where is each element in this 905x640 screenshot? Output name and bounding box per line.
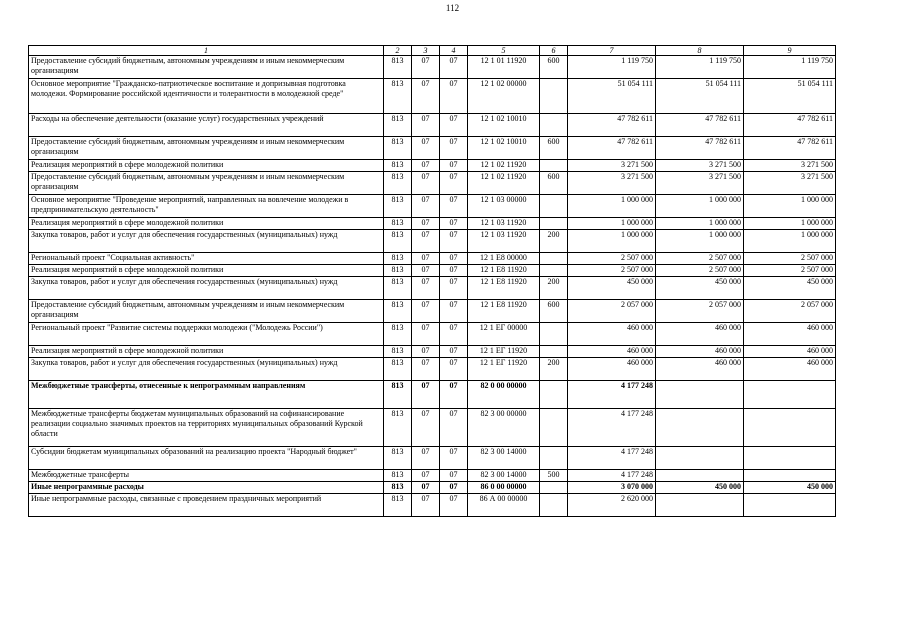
row-section-code: 07	[412, 358, 440, 381]
row-section-code: 07	[412, 195, 440, 218]
header-cell-4: 4	[440, 46, 468, 56]
row-amount-year-3: 2 507 000	[744, 253, 836, 265]
table-row	[29, 346, 836, 358]
row-amount-year-2: 2 507 000	[656, 253, 744, 265]
row-ministry-code: 813	[384, 381, 412, 409]
row-expense-type	[540, 160, 568, 172]
row-amount-year-2	[656, 447, 744, 470]
header-cell-1: 1	[29, 46, 384, 56]
table-row	[29, 381, 836, 409]
row-section-code: 07	[412, 172, 440, 195]
row-ministry-code: 813	[384, 346, 412, 358]
row-section-code: 07	[412, 300, 440, 323]
row-target-article: 12 1 02 10010	[468, 137, 540, 160]
row-amount-year-2: 1 000 000	[656, 230, 744, 253]
row-amount-year-1: 460 000	[568, 358, 656, 381]
row-section-code: 07	[412, 323, 440, 346]
row-subsection-code: 07	[440, 218, 468, 230]
row-description: Основное мероприятие "Проведение мероприятий, направленных на вовлечение молодежи в предпринимательскую деятельность"	[29, 195, 384, 218]
row-amount-year-1: 4 177 248	[568, 381, 656, 409]
row-ministry-code: 813	[384, 172, 412, 195]
row-expense-type: 200	[540, 277, 568, 300]
header-cell-3: 3	[412, 46, 440, 56]
row-amount-year-3: 2 507 000	[744, 265, 836, 277]
row-section-code: 07	[412, 482, 440, 494]
row-amount-year-2: 450 000	[656, 482, 744, 494]
table-row	[29, 470, 836, 482]
header-cell-5: 5	[468, 46, 540, 56]
row-amount-year-1: 3 070 000	[568, 482, 656, 494]
row-ministry-code: 813	[384, 277, 412, 300]
row-ministry-code: 813	[384, 409, 412, 447]
row-target-article: 12 1 02 10010	[468, 114, 540, 137]
row-amount-year-1: 3 271 500	[568, 172, 656, 195]
row-expense-type	[540, 323, 568, 346]
row-amount-year-2	[656, 470, 744, 482]
row-section-code: 07	[412, 447, 440, 470]
row-expense-type	[540, 218, 568, 230]
row-target-article: 12 1 ЕГ 00000	[468, 323, 540, 346]
row-target-article: 86 А 00 00000	[468, 494, 540, 517]
table-row	[29, 300, 836, 323]
table-row	[29, 137, 836, 160]
row-target-article: 12 1 ЕГ 11920	[468, 346, 540, 358]
row-subsection-code: 07	[440, 447, 468, 470]
row-subsection-code: 07	[440, 482, 468, 494]
row-amount-year-2: 3 271 500	[656, 172, 744, 195]
row-amount-year-3: 3 271 500	[744, 160, 836, 172]
row-ministry-code: 813	[384, 137, 412, 160]
row-amount-year-2: 460 000	[656, 323, 744, 346]
row-amount-year-1: 460 000	[568, 346, 656, 358]
row-amount-year-1: 3 271 500	[568, 160, 656, 172]
row-amount-year-1: 51 054 111	[568, 79, 656, 114]
table-row	[29, 79, 836, 114]
row-description: Региональный проект "Развитие системы поддержки молодежи ("Молодежь России")	[29, 323, 384, 346]
row-ministry-code: 813	[384, 195, 412, 218]
row-amount-year-2: 2 507 000	[656, 265, 744, 277]
budget-table	[28, 45, 836, 517]
row-description: Основное мероприятие "Гражданско-патриотическое воспитание и допризывная подготовка молодежи. Формирование российской идентичности и толерантности в молодежной среде"	[29, 79, 384, 114]
row-amount-year-1: 460 000	[568, 323, 656, 346]
row-section-code: 07	[412, 346, 440, 358]
table-row	[29, 56, 836, 79]
row-amount-year-3: 450 000	[744, 482, 836, 494]
row-subsection-code: 07	[440, 253, 468, 265]
row-expense-type: 600	[540, 300, 568, 323]
table-row	[29, 447, 836, 470]
row-ministry-code: 813	[384, 447, 412, 470]
row-amount-year-3: 47 782 611	[744, 137, 836, 160]
row-ministry-code: 813	[384, 230, 412, 253]
row-ministry-code: 813	[384, 79, 412, 114]
row-ministry-code: 813	[384, 494, 412, 517]
row-description: Иные непрограммные расходы, связанные с проведением праздничных мероприятий	[29, 494, 384, 517]
row-subsection-code: 07	[440, 277, 468, 300]
row-description: Реализация мероприятий в сфере молодежной политики	[29, 218, 384, 230]
row-ministry-code: 813	[384, 470, 412, 482]
row-subsection-code: 07	[440, 494, 468, 517]
row-subsection-code: 07	[440, 358, 468, 381]
row-subsection-code: 07	[440, 346, 468, 358]
row-amount-year-1: 4 177 248	[568, 409, 656, 447]
row-subsection-code: 07	[440, 470, 468, 482]
row-amount-year-1: 450 000	[568, 277, 656, 300]
table-row	[29, 172, 836, 195]
row-amount-year-1: 47 782 611	[568, 114, 656, 137]
row-description: Закупка товаров, работ и услуг для обеспечения государственных (муниципальных) нужд	[29, 277, 384, 300]
row-amount-year-2: 47 782 611	[656, 137, 744, 160]
row-amount-year-1: 1 000 000	[568, 195, 656, 218]
header-cell-9: 9	[744, 46, 836, 56]
row-description: Иные непрограммные расходы	[29, 482, 384, 494]
row-description: Реализация мероприятий в сфере молодежной политики	[29, 160, 384, 172]
row-amount-year-2: 2 057 000	[656, 300, 744, 323]
row-amount-year-2	[656, 409, 744, 447]
row-target-article: 12 1 02 11920	[468, 172, 540, 195]
row-expense-type: 600	[540, 56, 568, 79]
row-expense-type	[540, 346, 568, 358]
row-description: Расходы на обеспечение деятельности (оказание услуг) государственных учреждений	[29, 114, 384, 137]
row-ministry-code: 813	[384, 56, 412, 79]
row-target-article: 82 0 00 00000	[468, 381, 540, 409]
row-subsection-code: 07	[440, 56, 468, 79]
row-expense-type: 600	[540, 172, 568, 195]
table-row	[29, 195, 836, 218]
row-subsection-code: 07	[440, 381, 468, 409]
row-amount-year-2: 460 000	[656, 358, 744, 381]
row-expense-type: 200	[540, 358, 568, 381]
table-row	[29, 494, 836, 517]
row-description: Субсидии бюджетам муниципальных образований на реализацию проекта "Народный бюджет"	[29, 447, 384, 470]
table-row	[29, 253, 836, 265]
row-section-code: 07	[412, 381, 440, 409]
row-section-code: 07	[412, 277, 440, 300]
row-subsection-code: 07	[440, 137, 468, 160]
row-amount-year-3	[744, 470, 836, 482]
row-expense-type: 600	[540, 137, 568, 160]
row-amount-year-3: 1 119 750	[744, 56, 836, 79]
row-amount-year-1: 4 177 248	[568, 447, 656, 470]
row-subsection-code: 07	[440, 265, 468, 277]
row-amount-year-3	[744, 409, 836, 447]
row-ministry-code: 813	[384, 265, 412, 277]
row-section-code: 07	[412, 79, 440, 114]
row-subsection-code: 07	[440, 300, 468, 323]
row-section-code: 07	[412, 470, 440, 482]
table-row	[29, 409, 836, 447]
row-amount-year-1: 1 119 750	[568, 56, 656, 79]
row-section-code: 07	[412, 230, 440, 253]
header-cell-8: 8	[656, 46, 744, 56]
table-row	[29, 323, 836, 346]
row-subsection-code: 07	[440, 230, 468, 253]
table-row	[29, 482, 836, 494]
row-amount-year-2: 51 054 111	[656, 79, 744, 114]
row-description: Региональный проект "Социальная активность"	[29, 253, 384, 265]
page-number: 112	[445, 3, 460, 13]
header-cell-6: 6	[540, 46, 568, 56]
row-expense-type	[540, 114, 568, 137]
row-section-code: 07	[412, 218, 440, 230]
row-ministry-code: 813	[384, 300, 412, 323]
row-amount-year-2: 3 271 500	[656, 160, 744, 172]
row-section-code: 07	[412, 160, 440, 172]
row-amount-year-2	[656, 494, 744, 517]
row-amount-year-3: 1 000 000	[744, 195, 836, 218]
row-expense-type	[540, 447, 568, 470]
row-amount-year-3	[744, 494, 836, 517]
row-description: Предоставление субсидий бюджетным, автономным учреждениям и иным некоммерческим организациям	[29, 137, 384, 160]
row-amount-year-3: 460 000	[744, 346, 836, 358]
row-target-article: 12 1 02 11920	[468, 160, 540, 172]
table-row	[29, 160, 836, 172]
row-expense-type	[540, 195, 568, 218]
row-target-article: 12 1 Е8 11920	[468, 300, 540, 323]
row-amount-year-3: 2 057 000	[744, 300, 836, 323]
row-description: Межбюджетные трансферты	[29, 470, 384, 482]
header-row	[29, 46, 836, 56]
row-section-code: 07	[412, 137, 440, 160]
row-subsection-code: 07	[440, 195, 468, 218]
header-cell-7: 7	[568, 46, 656, 56]
row-description: Предоставление субсидий бюджетным, автономным учреждениям и иным некоммерческим организациям	[29, 300, 384, 323]
row-expense-type	[540, 381, 568, 409]
row-target-article: 12 1 ЕГ 11920	[468, 358, 540, 381]
row-ministry-code: 813	[384, 253, 412, 265]
table-row	[29, 230, 836, 253]
row-ministry-code: 813	[384, 482, 412, 494]
row-target-article: 12 1 Е8 00000	[468, 253, 540, 265]
row-expense-type	[540, 494, 568, 517]
row-subsection-code: 07	[440, 172, 468, 195]
row-expense-type: 200	[540, 230, 568, 253]
row-subsection-code: 07	[440, 409, 468, 447]
row-section-code: 07	[412, 253, 440, 265]
row-amount-year-3	[744, 381, 836, 409]
row-amount-year-3: 1 000 000	[744, 230, 836, 253]
row-amount-year-1: 4 177 248	[568, 470, 656, 482]
row-amount-year-1: 2 057 000	[568, 300, 656, 323]
row-target-article: 12 1 01 11920	[468, 56, 540, 79]
row-amount-year-2	[656, 381, 744, 409]
row-section-code: 07	[412, 114, 440, 137]
row-ministry-code: 813	[384, 323, 412, 346]
row-description: Реализация мероприятий в сфере молодежной политики	[29, 265, 384, 277]
row-amount-year-3	[744, 447, 836, 470]
table-row	[29, 218, 836, 230]
row-amount-year-2: 1 119 750	[656, 56, 744, 79]
row-amount-year-1: 2 507 000	[568, 265, 656, 277]
row-target-article: 86 0 00 00000	[468, 482, 540, 494]
row-amount-year-2: 1 000 000	[656, 195, 744, 218]
row-expense-type	[540, 253, 568, 265]
row-amount-year-1: 2 507 000	[568, 253, 656, 265]
row-expense-type: 500	[540, 470, 568, 482]
table-row	[29, 265, 836, 277]
row-section-code: 07	[412, 409, 440, 447]
row-target-article: 12 1 Е8 11920	[468, 265, 540, 277]
row-expense-type	[540, 482, 568, 494]
row-expense-type	[540, 409, 568, 447]
row-amount-year-1: 47 782 611	[568, 137, 656, 160]
table-body	[29, 56, 836, 517]
row-ministry-code: 813	[384, 160, 412, 172]
row-subsection-code: 07	[440, 160, 468, 172]
row-ministry-code: 813	[384, 358, 412, 381]
row-description: Закупка товаров, работ и услуг для обеспечения государственных (муниципальных) нужд	[29, 358, 384, 381]
row-ministry-code: 813	[384, 218, 412, 230]
row-amount-year-2: 1 000 000	[656, 218, 744, 230]
row-target-article: 82 3 00 00000	[468, 409, 540, 447]
row-amount-year-3: 3 271 500	[744, 172, 836, 195]
table-row	[29, 114, 836, 137]
row-target-article: 82 3 00 14000	[468, 447, 540, 470]
row-section-code: 07	[412, 494, 440, 517]
header-cell-2: 2	[384, 46, 412, 56]
row-amount-year-3: 47 782 611	[744, 114, 836, 137]
row-amount-year-3: 1 000 000	[744, 218, 836, 230]
row-subsection-code: 07	[440, 114, 468, 137]
row-target-article: 12 1 03 11920	[468, 218, 540, 230]
row-subsection-code: 07	[440, 79, 468, 114]
row-amount-year-1: 1 000 000	[568, 218, 656, 230]
row-target-article: 12 1 03 11920	[468, 230, 540, 253]
row-amount-year-2: 460 000	[656, 346, 744, 358]
row-subsection-code: 07	[440, 323, 468, 346]
row-amount-year-1: 1 000 000	[568, 230, 656, 253]
row-amount-year-2: 450 000	[656, 277, 744, 300]
row-amount-year-3: 460 000	[744, 358, 836, 381]
row-amount-year-1: 2 620 000	[568, 494, 656, 517]
row-description: Предоставление субсидий бюджетным, автономным учреждениям и иным некоммерческим организациям	[29, 56, 384, 79]
row-target-article: 82 3 00 14000	[468, 470, 540, 482]
row-target-article: 12 1 03 00000	[468, 195, 540, 218]
row-amount-year-3: 450 000	[744, 277, 836, 300]
row-target-article: 12 1 02 00000	[468, 79, 540, 114]
row-amount-year-3: 51 054 111	[744, 79, 836, 114]
row-target-article: 12 1 Е8 11920	[468, 277, 540, 300]
row-amount-year-2: 47 782 611	[656, 114, 744, 137]
row-description: Предоставление субсидий бюджетным, автономным учреждениям и иным некоммерческим организациям	[29, 172, 384, 195]
row-description: Реализация мероприятий в сфере молодежной политики	[29, 346, 384, 358]
row-description: Закупка товаров, работ и услуг для обеспечения государственных (муниципальных) нужд	[29, 230, 384, 253]
row-description: Межбюджетные трансферты, отнесенные к непрограммным направлениям	[29, 381, 384, 409]
row-expense-type	[540, 265, 568, 277]
row-amount-year-3: 460 000	[744, 323, 836, 346]
row-section-code: 07	[412, 265, 440, 277]
row-ministry-code: 813	[384, 114, 412, 137]
table-row	[29, 277, 836, 300]
row-description: Межбюджетные трансферты бюджетам муниципальных образований на софинансирование реализации социально значимых проектов на территориях муниципальных образований Курской области	[29, 409, 384, 447]
row-expense-type	[540, 79, 568, 114]
row-section-code: 07	[412, 56, 440, 79]
table-row	[29, 358, 836, 381]
